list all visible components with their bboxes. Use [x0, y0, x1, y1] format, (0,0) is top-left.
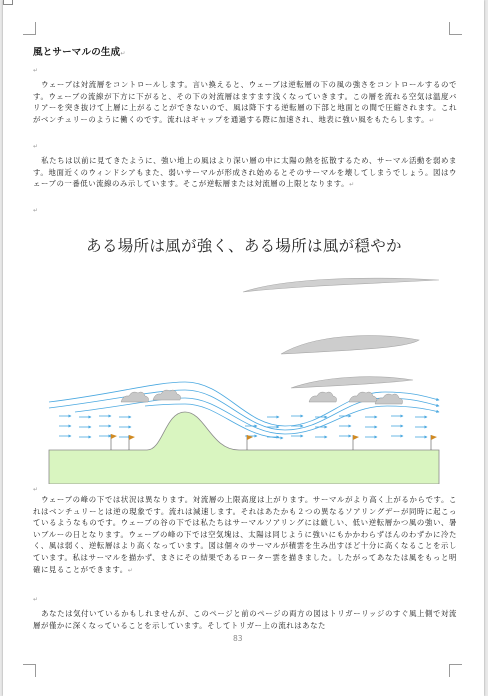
figure-title: ある場所は風が強く、ある場所は風が穏やか	[86, 237, 402, 255]
paragraph-3	[33, 494, 457, 576]
lenticular-cloud	[281, 336, 419, 354]
paragraph-mark: ↵	[120, 50, 126, 57]
paragraph-mark: ↵	[33, 596, 39, 603]
paragraph-mark: ↵	[429, 116, 435, 124]
paragraph-1-text: ウェーブは対流層をコントロールします。言い換えると、ウェーブは逆転層の下の風の強さをコントロールするのです。ウェーブの流線が下方に下がると、その下の対流層はますます浅くなっていきます。この層を流れる空気は温度バリアーを突き抜けて上層に上がることができないので、風は降下する逆転層の下部と地面との間で圧縮されます。これがベンチュリーのように働くのです。流れはギャップを通過する際に加速され、地表に強い風をもたらします。	[33, 80, 457, 124]
section-heading-text: 風とサーマルの生成	[33, 47, 121, 58]
surface-wind-arrows	[59, 416, 427, 437]
rotor-cloud	[153, 390, 181, 400]
wave-airflow-figure	[35, 222, 453, 484]
wind-flag	[111, 434, 117, 450]
paragraph-2	[33, 155, 457, 191]
crop-mark-bottom-right	[449, 664, 462, 677]
wind-flag	[129, 435, 135, 450]
lenticular-cloud	[291, 377, 413, 388]
crop-mark-bottom-left	[23, 664, 36, 677]
paragraph-1	[33, 79, 457, 126]
paragraph-mark: ↵	[33, 143, 39, 150]
paragraph-mark: ↵	[127, 566, 134, 574]
rotor-cloud	[309, 392, 337, 402]
paragraph-mark: ↵	[33, 486, 39, 493]
crop-mark-top-left	[23, 22, 36, 35]
paragraph-3-text: ウェーブの峰の下では状況は異なります。対流層の上限高度は上がります。サーマルがより高く上がるからです。これはベンチュリーとは逆の現象です。流れは減速します。それはあたかも２つの異なるソアリングデーが同時に起こっているようなものです。ウェーブの谷の下では私たちはサーマルソアリングには厳しい、低い逆転層かつ風の強い、暑いブルーの日となります。ウェーブの峰の下では空気塊は、太陽は同じように強いにもかかわらずほんのわずかに冷たく、風は弱く、逆転層はより高くなっています。図は個々のサーマルが積雲を生み出すほど十分に高くなることを示しています。私はサーマルを描かず、まさにその結果であるローター雲を描きました。したがってあなたは風をもっと明確に見ることができます。	[33, 495, 457, 574]
rotor-cloud	[375, 394, 403, 404]
paragraph-mark: ↵	[33, 67, 39, 74]
wind-flag	[247, 435, 253, 450]
wind-flag	[353, 435, 359, 450]
ground-ridge	[49, 412, 439, 484]
document-page	[3, 0, 484, 696]
paragraph-2-text: 私たちは以前に見てきたように、強い地上の風はより深い層の中に太陽の熱を拡散するため、サーマル活動を弱めます。地面近くのウィンドシアもまた、弱いサーマルが形成され始めるとそのサーマルを壊してしまうでしょう。図はウェーブの一番低い流線のみ示しています。そこが逆転層または対流層の上限となります。	[33, 156, 457, 189]
lenticular-cloud	[243, 278, 439, 292]
paragraph-mark: ↵	[33, 207, 39, 214]
paragraph-mark: ↵	[349, 181, 355, 189]
rotor-clouds	[121, 390, 403, 404]
paragraph-4	[33, 608, 457, 631]
paragraph-4-text: あなたは気付いているかもしれませんが、このページと前のページの両方の図はトリガーリッジのすぐ風上側で対流層が僅かに深くなっていることを示しています。そしてトリガー上の流れはあなた	[33, 609, 457, 630]
page-corner-mark	[3, 0, 13, 5]
wind-flag	[431, 435, 437, 450]
wave-streamlines	[49, 382, 439, 438]
page-number: 83	[233, 634, 243, 643]
rotor-cloud	[121, 392, 149, 402]
section-heading	[33, 44, 126, 58]
airflow-diagram	[35, 222, 453, 484]
crop-mark-top-right	[449, 22, 462, 35]
